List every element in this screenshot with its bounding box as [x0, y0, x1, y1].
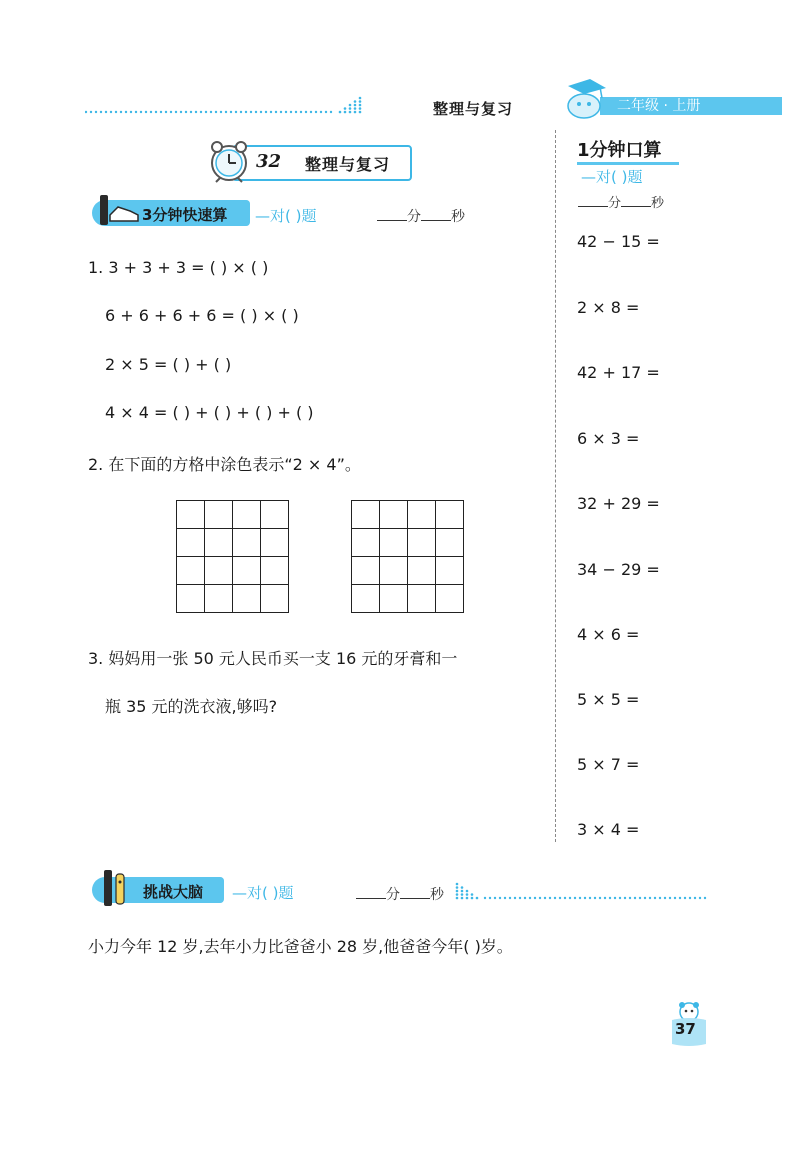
lesson-number: 32 [256, 151, 282, 172]
question-2: 2. 在下面的方格中涂色表示“2 × 4”。 [88, 455, 361, 474]
oral-item: 4 × 6 = [577, 625, 640, 644]
fast-calc-time: 分 秒 [377, 206, 465, 226]
oral-item: 2 × 8 = [577, 298, 640, 317]
column-divider [555, 130, 556, 842]
challenge-question: 小力今年 12 岁,去年小力比爸爸小 28 岁,他爸爸今年( )岁。 [88, 937, 513, 956]
oral-item: 5 × 5 = [577, 690, 640, 709]
fast-calc-label: 3分钟快速算 [142, 206, 228, 224]
second-blank[interactable] [421, 206, 451, 221]
lesson-title: 整理与复习 [305, 155, 391, 174]
challenge-dotted-line [455, 880, 710, 902]
fast-calc-correct: —对( )题 [255, 207, 317, 225]
question-1-c: 2 × 5 = ( ) + ( ) [105, 355, 232, 374]
oral-calc-title: 1分钟口算 [577, 140, 662, 161]
oral-item: 32 + 29 = [577, 494, 660, 513]
giraffe-icon [100, 868, 132, 908]
coloring-grid-right[interactable] [351, 500, 464, 613]
header-dotted-line [85, 96, 365, 114]
oral-minute-blank[interactable] [578, 192, 608, 207]
challenge-correct: —对( )题 [232, 884, 294, 902]
challenge-label: 挑战大脑 [143, 883, 204, 901]
question-1-a: 1. 3 + 3 + 3 = ( ) × ( ) [88, 258, 269, 277]
oral-item: 42 − 15 = [577, 232, 660, 251]
question-3-line-2: 瓶 35 元的洗衣液,够吗? [105, 697, 278, 716]
alarm-clock-icon [206, 138, 252, 184]
oral-item: 3 × 4 = [577, 820, 640, 839]
oral-item: 5 × 7 = [577, 755, 640, 774]
question-1-b: 6 + 6 + 6 + 6 = ( ) × ( ) [105, 306, 299, 325]
page-number: 37 [675, 1020, 696, 1038]
oral-second-blank[interactable] [621, 192, 651, 207]
grade-label: 二年级 · 上册 [617, 98, 701, 114]
coloring-grid-left[interactable] [176, 500, 289, 613]
oral-item: 42 + 17 = [577, 363, 660, 382]
header-title: 整理与复习 [433, 100, 514, 118]
shoe-icon [96, 193, 140, 227]
minute-blank[interactable] [377, 206, 407, 221]
question-3-line-1: 3. 妈妈用一张 50 元人民币买一支 16 元的牙膏和一 [88, 649, 458, 668]
challenge-minute-blank[interactable] [356, 884, 386, 899]
question-1-d: 4 × 4 = ( ) + ( ) + ( ) + ( ) [105, 403, 314, 422]
oral-item: 6 × 3 = [577, 429, 640, 448]
challenge-second-blank[interactable] [400, 884, 430, 899]
oral-calc-time: 分 秒 [578, 192, 664, 211]
oral-title-underline [577, 162, 679, 165]
challenge-time: 分 秒 [356, 884, 444, 904]
oral-item: 34 − 29 = [577, 560, 660, 579]
mascot-graduation-icon [560, 76, 612, 122]
oral-calc-correct: —对( )题 [581, 168, 643, 186]
